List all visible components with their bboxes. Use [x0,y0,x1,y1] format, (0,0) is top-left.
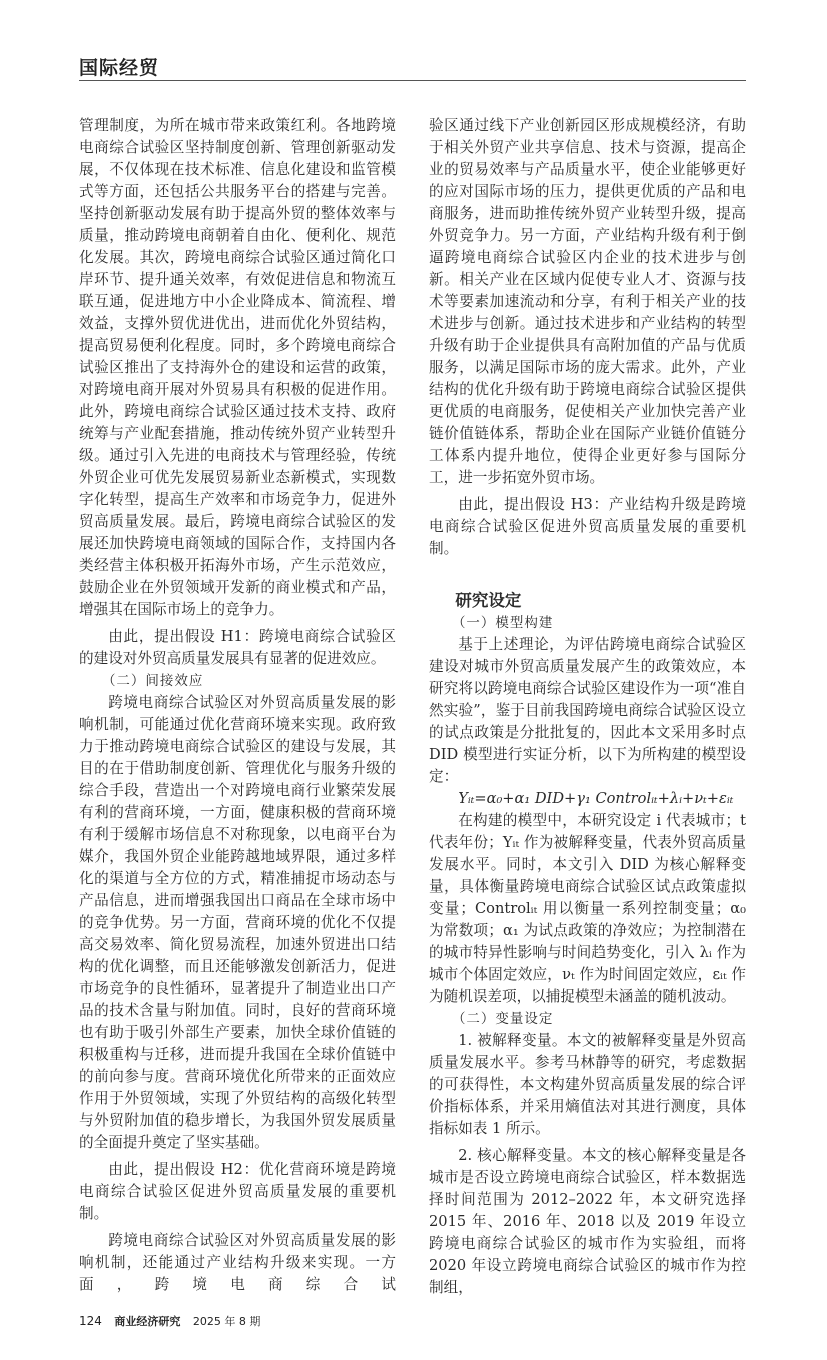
paragraph: 基于上述理论，为评估跨境电商综合试验区建设对城市外贸高质量发展产生的政策效应，本研究将以跨境电商综合试验区建设作为一项“准自然实验”，鉴于目前我国跨境电商综合试验区设立的试点政策是分批批复的，因此本文采用多时点 DID 模型进行实证分析，以下为所构建的模型设定： [429,636,746,785]
left-column [79,115,396,1299]
paragraph: 1. 被解释变量。本文的被解释变量是外贸高质量发展水平。参考马林静等的研究，考虑数据的可获得性，本文构建外贸高质量发展的综合评价指标体系，并采用熵值法对其进行测度，具体指标如表 1 所示。 [429,1032,746,1137]
hypothesis-h2: 由此，提出假设 H2：优化营商环境是跨境电商综合试验区促进外贸高质量发展的重要机制。 [79,1161,396,1222]
journal-name: 商业经济研究 [114,1315,181,1328]
paragraph: 验区通过线下产业创新园区形成规模经济，有助于相关外贸产业共享信息、技术与资源，提高企业的贸易效率与产品质量水平，使企业能够更好的应对国际市场的压力，提供更优质的产品和电商服务，进而助推传统外贸产业转型升级，提高外贸竞争力。另一方面，产业结构升级有利于倒逼跨境电商综合试验区内企业的技术进步与创新。相关产业在区域内促使专业人才、资源与技术等要素加速流动和分享，有利于相关产业的技术进步与创新。通过技术进步和产业结构的转型升级有助于企业提供具有高附加值的产品与优质服务，以满足国际市场的庞大需求。此外，产业结构的优化升级有助于跨境电商综合试验区提供更优质的电商服务，促使相关产业加快完善产业链价值链体系，帮助企业在国际产业链价值链分工体系内提升地位，使得企业更好参与国际分工，进一步拓宽外贸市场。 [429,117,746,486]
paragraph: 跨境电商综合试验区对外贸高质量发展的影响机制，可能通过优化营商环境来实现。政府致力于推动跨境电商综合试验区的建设与发展，其目的在于借助制度创新、管理优化与服务升级的综合手段，营造出一个对跨境电商行业繁荣发展有利的营商环境，一方面，健康积极的营商环境有利于缓解市场信息不对称现象，以电商平台为媒介，我国外贸企业能跨越地域界限，通过多样化的渠道与全方位的方式，精准捕捉市场动态与产品信息，进而增强我国出口商品在全球市场中的竞争优势。另一方面，营商环境的优化不仅提高交易效率、简化贸易流程，加速外贸进出口结构的优化调整，而且还能够激发创新活力，促进市场竞争的良性循环，显著提升了制造业出口产品的技术含量与附加值。同时，良好的营商环境也有助于吸引外部生产要素，加快全球价值链的积极重构与迁移，进而提升我国在全球价值链中的前向参与度。营商环境优化所带来的正面效应作用于外贸领域，实现了外贸结构的高级化转型与外贸附加值的稳步增长，为我国外贸发展质量的全面提升奠定了坚实基础。 [79,694,396,1151]
subsection-heading: （一）模型构建 [451,615,554,631]
hypothesis-h1: 由此，提出假设 H1：跨境电商综合试验区的建设对外贸高质量发展具有显著的促进效应。 [79,628,396,667]
header-divider [79,80,746,81]
paragraph: 在构建的模型中，本研究设定 i 代表城市；t 代表年份；Yᵢₜ 作为被解释变量，代表外贸高质量发展水平。同时，本文引入 DID 为核心解释变量，具体衡量跨境电商综合试验区试点政策虚拟变量；Controlᵢₜ 用以衡量一系列控制变量；α₀ 为常数项；α₁ 为试点政策的净效应；为控制潜在的城市特异性影响与时间趋势变化，引入 λᵢ 作为城市个体固定效应，νₜ 作为时间固定效应，εᵢₜ 作为随机误差项，以捕捉模型未涵盖的随机波动。 [429,812,746,1005]
body-columns [79,115,746,1299]
paragraph: 跨境电商综合试验区对外贸高质量发展的影响机制，还能通过产业结构升级来实现。一方面，跨境电商综合试 [79,1232,396,1293]
issue-label: 2025 年 8 期 [192,1315,261,1328]
hypothesis-h3: 由此，提出假设 H3：产业结构升级是跨境电商综合试验区促进外贸高质量发展的重要机制。 [429,496,746,557]
model-formula: Yᵢₜ=α₀+α₁ DID+γ₁ Controlᵢₜ+λᵢ+νₜ+εᵢₜ [458,790,734,807]
paragraph: 2. 核心解释变量。本文的核心解释变量是各城市是否设立跨境电商综合试验区，样本数据选择时间范围为 2012–2022 年，本文研究选择 2015 年、2016 年、2018 以及 2019 年设立跨境电商综合试验区的城市作为实验组，而将 2020 年设立跨境电商综合试验区的城市作为控制组， [429,1147,746,1296]
subsection-heading: （二）变量设定 [451,1011,554,1027]
paragraph: 管理制度，为所在城市带来政策红利。各地跨境电商综合试验区坚持制度创新、管理创新驱动发展，不仅体现在技术标准、信息化建设和监管模式等方面，还包括公共服务平台的搭建与完善。坚持创新驱动发展有助于提高外贸的整体效率与质量，推动跨境电商朝着自由化、便利化、规范化发展。其次，跨境电商综合试验区通过简化口岸环节、提升通关效率，有效促进信息和物流互联互通，促进地方中小企业降成本、简流程、增效益，支撑外贸优进优出，进而优化外贸结构，提高贸易便利化程度。同时，多个跨境电商综合试验区推出了支持海外仓的建设和运营的政策，对跨境电商开展对外贸易具有积极的促进作用。此外，跨境电商综合试验区通过技术支持、政府统筹与产业配套措施，推动传统外贸产业转型升级。通过引入先进的电商技术与管理经验，传统外贸企业可优先发展贸易新业态新模式，实现数字化转型，提高生产效率和市场竞争力，促进外贸高质量发展。最后，跨境电商综合试验区的发展还加快跨境电商领域的国际合作，支持国内各类经营主体积极开拓海外市场，产生示范效应，鼓励企业在外贸领域开发新的商业模式和产品，增强其在国际市场上的竞争力。 [79,117,396,618]
page-footer [79,1313,746,1330]
subsection-heading: （二）间接效应 [101,673,204,689]
section-title: 国际经贸 [79,57,160,79]
right-column [429,115,746,1299]
section-heading: 研究设定 [455,591,522,610]
page-number: 124 [79,1314,102,1328]
